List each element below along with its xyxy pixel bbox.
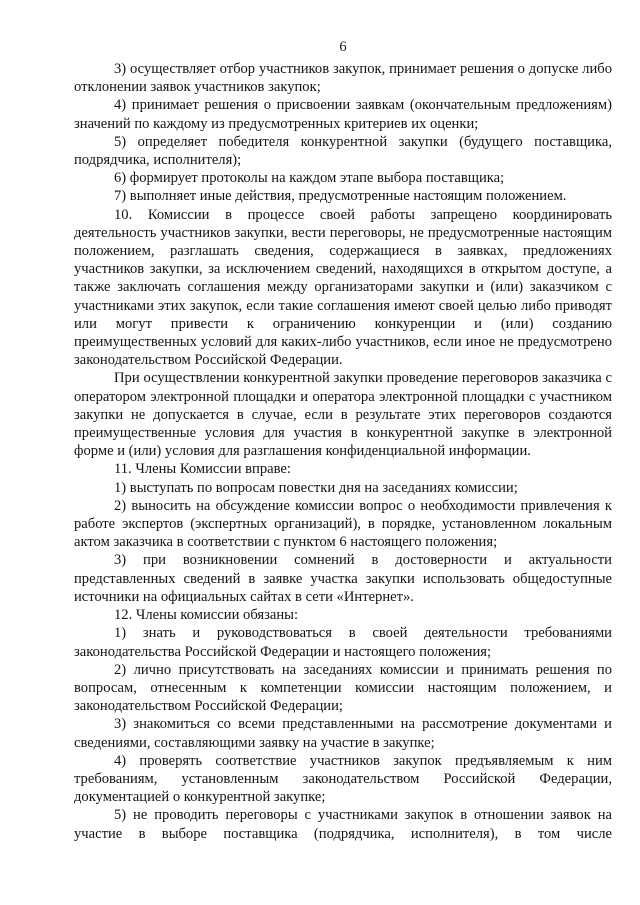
paragraph-section-10: 10. Комиссии в процессе своей работы запрещено координировать деятельность участников закупки, вести переговоры, не предусмотренные настоящим положением, разглашать сведения, содержащиеся в заявках, предложениях участников закупки, за исключением сведений, находящихся в открытом доступе, а также заключать соглашения между организаторами закупки и (или) заказчиком с участниками этих закупок, если такие соглашения имеют своей целью либо приводят или могут привести к ограничению конкуренции и (или) созданию преимущественных условий для каких-либо участников, если иное не предусмотрено законодательством Российской Федерации. (74, 206, 612, 369)
paragraph-duties-2: 2) лично присутствовать на заседаниях комиссии и принимать решения по вопросам, отнесенным к компетенции комиссии настоящим положением, и законодательством Российской Федерации; (74, 661, 612, 715)
paragraph-duties-1: 1) знать и руководствоваться в своей деятельности требованиями законодательства Российской Федерации и настоящего положения; (74, 625, 612, 660)
paragraph-item-5: 5) определяет победителя конкурентной закупки (будущего поставщика, подрядчика, исполнителя); (74, 133, 612, 169)
paragraph-item-7: 7) выполняет иные действия, предусмотренные настоящим положением. (114, 188, 567, 205)
paragraph-rights-1: 1) выступать по вопросам повестки дня на заседаниях комиссии; (114, 479, 518, 496)
paragraph-negotiations: При осуществлении конкурентной закупки проведение переговоров заказчика с оператором электронной площадки и оператора электронной площадки с участником закупки не допускается в случае, если в результате этих переговоров создаются преимущественные условия для участия в конкурентной закупке в электронной форме и (или) условия для разглашения конфиденциальной информации. (74, 370, 612, 460)
paragraph-duties-5: 5) не проводить переговоры с участниками закупок в отношении заявок на участие в выборе поставщика (подрядчика, исполнителя), в том числе (74, 807, 612, 842)
paragraph-item-3: 3) осуществляет отбор участников закупок, принимает решения о допуске либо отклонении заявок участников закупок; (74, 61, 612, 96)
page-number: 6 (339, 39, 347, 55)
paragraph-section-11-heading: 11. Члены Комиссии вправе: (114, 461, 291, 478)
paragraph-duties-3: 3) знакомиться со всеми представленными на рассмотрение документами и сведениями, составляющими заявку на участие в закупке; (74, 716, 612, 751)
paragraph-section-12-heading: 12. Члены комиссии обязаны: (114, 607, 299, 624)
paragraph-rights-2: 2) выносить на обсуждение комиссии вопрос о необходимости привлечения к работе экспертов (экспертных организаций), в порядке, установленном локальным актом заказчика в соответствии с пунктом 6 настоящего положения; (74, 497, 612, 551)
paragraph-item-4: 4) принимает решения о присвоении заявкам (окончательным предложениям) значений по каждому из предусмотренных критериев их оценки; (74, 97, 612, 132)
paragraph-rights-3: 3) при возникновении сомнений в достоверности и актуальности представленных сведений в заявке участка закупки использовать общедоступные источники на официальных сайтах в сети «Интернет». (74, 552, 612, 605)
paragraph-duties-4: 4) проверять соответствие участников закупок предъявляемым к ним требованиям, установленным законодательством Российской Федерации, документацией о конкурентной закупке; (74, 752, 612, 806)
paragraph-item-6: 6) формирует протоколы на каждом этапе выбора поставщика; (114, 170, 505, 187)
